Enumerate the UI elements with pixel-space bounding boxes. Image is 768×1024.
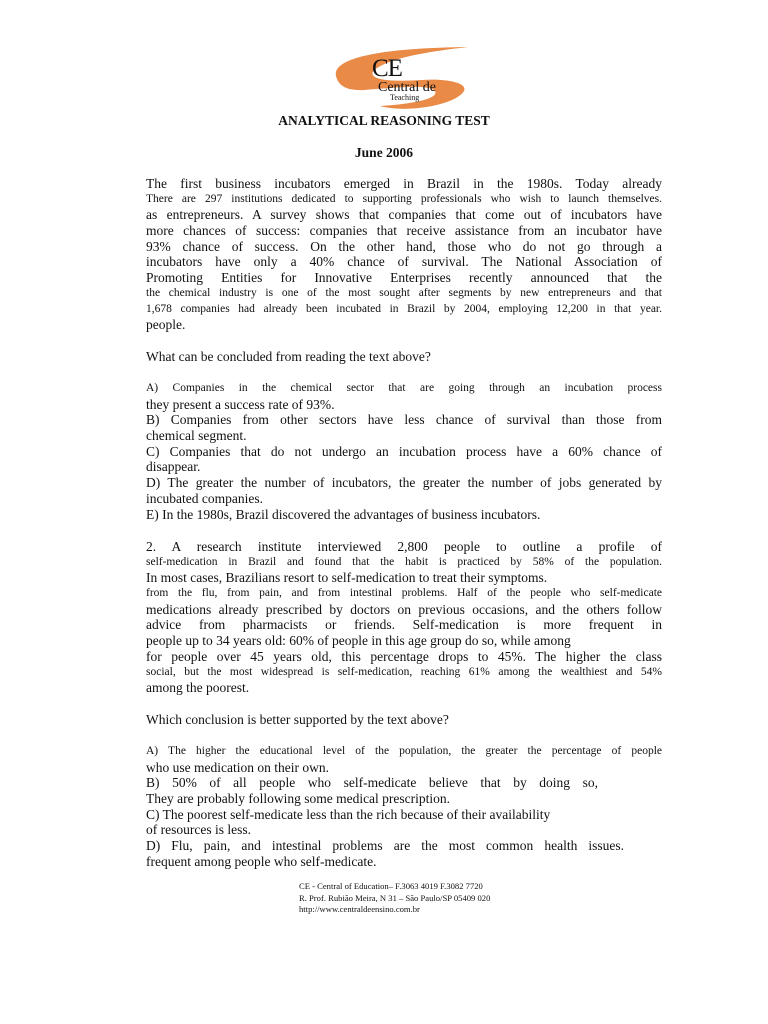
option-line: who use medication on their own. [146,759,329,775]
option-line: chemical segment. [146,428,247,444]
question-text: Which conclusion is better supported by the text above? [146,712,449,727]
passage-line: In most cases, Brazilians resort to self-medication to treat their symptoms. [146,570,548,586]
passage-line: advice from pharmacists or friends. Self-medication is more frequent in [146,617,662,633]
passage-line: the chemical industry is one of the most sought after segments by new entrepreneurs and that [146,286,662,299]
q1-passage [146,176,662,333]
option-line: E) In the 1980s, Brazil discovered the advantages of business incubators. [146,506,541,522]
passage-line: people. [146,317,186,333]
passage-line: There are 297 institutions dedicated to supporting professionals who wish to launch themselves. [146,192,662,205]
footer-contact: CE - Central of Education– F.3063 4019 F.3082 7720 [299,881,483,891]
logo-initials: CE [372,55,402,82]
q2-question [146,712,662,728]
passage-line: self-medication in Brazil and found that the habit is practiced by 58% of the population. [146,555,662,568]
logo-subtitle: Teaching [390,93,420,102]
q1-question [146,349,662,365]
passage-line: people up to 34 years old: 60% of people in this age group do so, while among [146,633,571,649]
footer-website-link[interactable]: http://www.centraldeensino.com.br [299,904,420,914]
footer [299,881,490,916]
passage-line: The first business incubators emerged in Brazil in the 1980s. Today already [146,176,662,191]
option-line: frequent among people who self-medicate. [146,853,377,869]
passage-line: 93% chance of success. On the other hand, those who do not go through a [146,238,662,254]
option-line: C) The poorest self-medicate less than the rich because of their availability [146,806,551,822]
option-line: A) Companies in the chemical sector that are going through an incubation process [146,382,662,394]
document-date: June 2006 [354,145,414,160]
option-line: incubated companies. [146,490,263,506]
passage-line: from the flu, from pain, and from intestinal problems. Half of the people who self-medicate [146,587,662,600]
passage-line: 2. A research institute interviewed 2,800 people to outline a profile of [146,539,662,554]
passage-line: more chances of success: companies that receive assistance from an incubator have [146,223,662,239]
passage-line: social, but the most widespread is self-medication, reaching 61% among the wealthiest and 54% [146,665,662,678]
question-text: What can be concluded from reading the text above? [146,349,431,364]
footer-address: R. Prof. Rubião Meira, N 31 – São Paulo/SP 05409 020 [299,892,491,903]
option-line: A) The higher the educational level of the population, the greater the percentage of people [146,745,662,757]
passage-line: as entrepreneurs. A survey shows that companies that come out of incubators have [146,207,662,223]
passage-line: Promoting Entities for Innovative Enterprises recently announced that the [146,270,662,286]
logo [330,44,480,112]
passage-line: medications already prescribed by doctors on previous occasions, and the others follow [146,601,662,617]
q2-options [146,744,662,870]
option-line: they present a success rate of 93%. [146,396,335,412]
option-line: disappear. [146,459,201,475]
option-line: They are probably following some medical prescription. [146,791,451,807]
q1-options [146,381,662,522]
option-line: of resources is less. [146,822,251,838]
option-line: C) Companies that do not undergo an incubation process have a 60% chance of [146,443,662,459]
option-line: B) 50% of all people who self-medicate believe that by doing so, [146,775,598,791]
passage-line: 1,678 companies had already been incubated in Brazil by 2004, employing 12,200 in that year. [146,302,662,315]
option-line: D) The greater the number of incubators, the greater the number of jobs generated by [146,475,662,491]
document-title: ANALYTICAL REASONING TEST [278,113,490,128]
q2-passage [146,539,662,696]
passage-line: for people over 45 years old, this percentage drops to 45%. The higher the class [146,648,662,664]
passage-line: among the poorest. [146,680,250,696]
option-line: B) Companies from other sectors have less chance of survival than those from [146,412,662,428]
option-line: D) Flu, pain, and intestinal problems are the most common health issues. [146,838,624,854]
logo-name: Central de [378,80,436,95]
passage-line: incubators have only a 40% chance of survival. The National Association of [146,254,662,270]
